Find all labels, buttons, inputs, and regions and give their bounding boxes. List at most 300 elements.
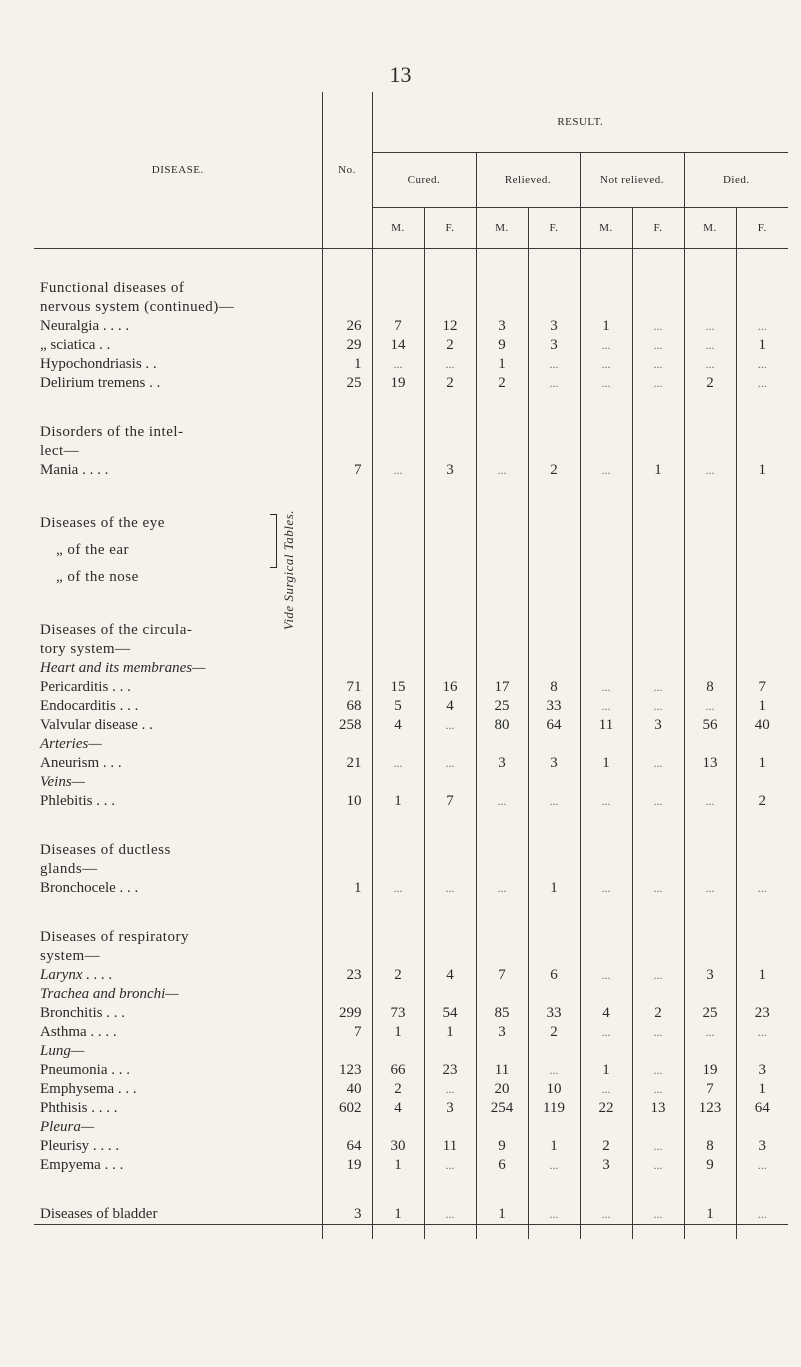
result-cell-nm: 1 <box>580 754 632 773</box>
empty-cell <box>322 928 372 947</box>
result-cell-cf: 4 <box>424 966 476 985</box>
result-cell-rm: 3 <box>476 317 528 336</box>
empty-cell <box>476 860 528 879</box>
result-cell-nf: ... <box>632 1080 684 1099</box>
empty-cell <box>736 279 788 298</box>
disease-name: Valvular disease . . <box>40 717 153 733</box>
result-cell-nf: ... <box>632 754 684 773</box>
case-count: 7 <box>322 1023 372 1042</box>
empty-cell <box>736 393 788 423</box>
empty-cell <box>736 564 788 591</box>
empty-cell <box>372 537 424 564</box>
result-cell-rf: 33 <box>528 1004 580 1023</box>
result-cell-cm: 5 <box>372 697 424 716</box>
result-cell-nf: ... <box>632 1061 684 1080</box>
result-cell-cf: ... <box>424 879 476 898</box>
empty-cell <box>580 423 632 442</box>
table-row <box>34 1205 788 1225</box>
empty-cell <box>424 393 476 423</box>
result-cell-df: 3 <box>736 1137 788 1156</box>
empty-cell <box>322 640 372 659</box>
empty-cell <box>424 947 476 966</box>
section-heading <box>34 928 788 947</box>
empty-cell <box>424 735 476 754</box>
result-cell-cf: 1 <box>424 1023 476 1042</box>
empty-cell <box>322 298 372 317</box>
result-cell-rf: 2 <box>528 461 580 480</box>
result-cell-df: ... <box>736 1205 788 1225</box>
empty-cell <box>580 564 632 591</box>
result-cell-rf: 6 <box>528 966 580 985</box>
result-cell-dm: ... <box>684 879 736 898</box>
result-cell-nf: ... <box>632 1023 684 1042</box>
result-cell-rf: 2 <box>528 1023 580 1042</box>
result-cell-df: 2 <box>736 792 788 811</box>
result-cell-cm: 73 <box>372 1004 424 1023</box>
empty-cell <box>684 564 736 591</box>
empty-cell <box>632 659 684 678</box>
empty-cell <box>528 298 580 317</box>
case-count: 29 <box>322 336 372 355</box>
empty-cell <box>580 510 632 537</box>
empty-cell <box>322 659 372 678</box>
empty-cell <box>632 621 684 640</box>
empty-cell <box>580 985 632 1004</box>
section-heading-label: system— <box>40 948 101 964</box>
header-m: M. <box>580 208 632 249</box>
spacer-row <box>34 480 788 510</box>
result-cell-df: ... <box>736 355 788 374</box>
result-cell-dm: 2 <box>684 374 736 393</box>
empty-cell <box>424 841 476 860</box>
disease-name: Endocarditis . . . <box>40 698 139 714</box>
empty-cell <box>632 947 684 966</box>
result-cell-cm: 19 <box>372 374 424 393</box>
empty-cell <box>372 928 424 947</box>
section-heading-label: Diseases of respiratory <box>40 929 189 945</box>
case-count: 23 <box>322 966 372 985</box>
case-count: 19 <box>322 1156 372 1175</box>
result-cell-cm: ... <box>372 461 424 480</box>
empty-cell <box>684 621 736 640</box>
table-row <box>34 355 788 374</box>
result-cell-df: 1 <box>736 697 788 716</box>
result-cell-cf: 16 <box>424 678 476 697</box>
empty-cell <box>34 1225 322 1240</box>
empty-cell <box>372 510 424 537</box>
empty-cell <box>528 537 580 564</box>
table-row <box>34 336 788 355</box>
result-cell-dm: 25 <box>684 1004 736 1023</box>
empty-cell <box>528 1118 580 1137</box>
empty-cell <box>372 621 424 640</box>
section-heading-label: lect— <box>40 443 80 459</box>
empty-cell <box>476 1225 528 1240</box>
empty-cell <box>476 298 528 317</box>
empty-cell <box>528 659 580 678</box>
empty-cell <box>476 621 528 640</box>
empty-cell <box>528 423 580 442</box>
subsection-heading-label: Lung— <box>40 1043 85 1059</box>
subsection-heading <box>34 1118 788 1137</box>
empty-cell <box>322 841 372 860</box>
empty-cell <box>476 564 528 591</box>
result-cell-nm: 4 <box>580 1004 632 1023</box>
result-cell-cm: 2 <box>372 966 424 985</box>
empty-cell <box>528 510 580 537</box>
result-cell-rm: 1 <box>476 1205 528 1225</box>
empty-cell <box>424 564 476 591</box>
result-cell-dm: ... <box>684 1023 736 1042</box>
empty-cell <box>632 537 684 564</box>
empty-cell <box>322 442 372 461</box>
disease-name: Emphysema . . . <box>40 1081 137 1097</box>
empty-cell <box>528 811 580 841</box>
empty-cell <box>424 298 476 317</box>
empty-cell <box>476 985 528 1004</box>
empty-cell <box>424 659 476 678</box>
result-cell-cm: 1 <box>372 1023 424 1042</box>
empty-cell <box>476 279 528 298</box>
empty-cell <box>528 249 580 280</box>
empty-cell <box>632 564 684 591</box>
table-row <box>34 966 788 985</box>
empty-cell <box>632 811 684 841</box>
result-cell-cm: 1 <box>372 1205 424 1225</box>
result-cell-rm: 17 <box>476 678 528 697</box>
empty-cell <box>528 898 580 928</box>
empty-cell <box>528 928 580 947</box>
result-cell-rf: ... <box>528 1156 580 1175</box>
empty-cell <box>424 1225 476 1240</box>
empty-cell <box>684 510 736 537</box>
empty-cell <box>424 442 476 461</box>
empty-cell <box>424 1118 476 1137</box>
empty-cell <box>34 811 322 841</box>
empty-cell <box>476 1042 528 1061</box>
result-cell-cm: 15 <box>372 678 424 697</box>
section-heading <box>34 947 788 966</box>
empty-cell <box>632 591 684 621</box>
case-count: 299 <box>322 1004 372 1023</box>
empty-cell <box>322 1118 372 1137</box>
case-count: 21 <box>322 754 372 773</box>
empty-cell <box>528 564 580 591</box>
case-count: 123 <box>322 1061 372 1080</box>
empty-cell <box>632 735 684 754</box>
result-cell-nf: 1 <box>632 461 684 480</box>
empty-cell <box>424 928 476 947</box>
subsection-heading-label: Veins— <box>40 774 85 790</box>
empty-cell <box>684 773 736 792</box>
result-cell-cm: 14 <box>372 336 424 355</box>
table-row <box>34 1099 788 1118</box>
empty-cell <box>476 928 528 947</box>
table-row <box>34 754 788 773</box>
empty-cell <box>580 640 632 659</box>
empty-cell <box>684 640 736 659</box>
result-cell-cf: 2 <box>424 374 476 393</box>
result-cell-nm: ... <box>580 697 632 716</box>
result-cell-nf: ... <box>632 1156 684 1175</box>
result-cell-rm: 3 <box>476 1023 528 1042</box>
table-row <box>34 1080 788 1099</box>
table-row <box>34 317 788 336</box>
result-cell-nm: 3 <box>580 1156 632 1175</box>
empty-cell <box>684 1175 736 1205</box>
empty-cell <box>580 659 632 678</box>
empty-cell <box>476 591 528 621</box>
result-cell-rf: ... <box>528 355 580 374</box>
table-row <box>34 716 788 735</box>
empty-cell <box>528 1042 580 1061</box>
subsection-heading-label: Pleura— <box>40 1119 95 1135</box>
empty-cell <box>476 640 528 659</box>
result-cell-cm: ... <box>372 754 424 773</box>
table-row <box>34 697 788 716</box>
result-cell-df: ... <box>736 374 788 393</box>
case-count: 602 <box>322 1099 372 1118</box>
empty-cell <box>372 393 424 423</box>
result-cell-nf: 13 <box>632 1099 684 1118</box>
empty-cell <box>424 860 476 879</box>
empty-cell <box>736 298 788 317</box>
empty-cell <box>736 841 788 860</box>
result-cell-df: 1 <box>736 754 788 773</box>
empty-cell <box>372 811 424 841</box>
result-cell-cf: ... <box>424 754 476 773</box>
empty-cell <box>684 298 736 317</box>
empty-cell <box>322 480 372 510</box>
empty-cell <box>684 898 736 928</box>
spacer-row <box>34 1225 788 1240</box>
section-heading <box>34 442 788 461</box>
empty-cell <box>580 947 632 966</box>
empty-cell <box>632 510 684 537</box>
empty-cell <box>322 1042 372 1061</box>
result-cell-nf: ... <box>632 879 684 898</box>
result-cell-cf: 7 <box>424 792 476 811</box>
result-cell-dm: 13 <box>684 754 736 773</box>
case-count: 3 <box>322 1205 372 1225</box>
result-cell-nm: ... <box>580 461 632 480</box>
empty-cell <box>736 1042 788 1061</box>
table-row <box>34 1137 788 1156</box>
empty-cell <box>736 735 788 754</box>
result-cell-rm: 9 <box>476 336 528 355</box>
empty-cell <box>372 480 424 510</box>
empty-cell <box>476 947 528 966</box>
result-cell-nm: ... <box>580 374 632 393</box>
empty-cell <box>736 773 788 792</box>
result-cell-cf: 4 <box>424 697 476 716</box>
header-m: M. <box>476 208 528 249</box>
section-heading <box>34 423 788 442</box>
result-cell-nm: ... <box>580 792 632 811</box>
section-heading <box>34 640 788 659</box>
spacer-row <box>34 811 788 841</box>
empty-cell <box>476 841 528 860</box>
empty-cell <box>476 537 528 564</box>
result-cell-df: 1 <box>736 336 788 355</box>
result-cell-nf: ... <box>632 1205 684 1225</box>
empty-cell <box>580 898 632 928</box>
result-cell-df: ... <box>736 317 788 336</box>
result-cell-rf: 3 <box>528 336 580 355</box>
empty-cell <box>424 591 476 621</box>
empty-cell <box>476 659 528 678</box>
empty-cell <box>528 860 580 879</box>
empty-cell <box>580 811 632 841</box>
empty-cell <box>322 773 372 792</box>
result-cell-rf: 1 <box>528 879 580 898</box>
vide-note: Vide Surgical Tables. <box>281 510 296 631</box>
result-cell-rf: ... <box>528 1205 580 1225</box>
empty-cell <box>632 1118 684 1137</box>
empty-cell <box>684 985 736 1004</box>
header-m: M. <box>372 208 424 249</box>
empty-cell <box>684 393 736 423</box>
header-died: Died. <box>684 153 788 208</box>
empty-cell <box>580 1175 632 1205</box>
disease-name: Phlebitis . . . <box>40 793 116 809</box>
result-cell-rf: 3 <box>528 317 580 336</box>
result-cell-rf: 3 <box>528 754 580 773</box>
empty-cell <box>372 1042 424 1061</box>
empty-cell <box>424 423 476 442</box>
result-cell-dm: 3 <box>684 966 736 985</box>
case-count: 7 <box>322 461 372 480</box>
empty-cell <box>322 393 372 423</box>
result-cell-df: 23 <box>736 1004 788 1023</box>
result-cell-df: ... <box>736 1023 788 1042</box>
header-f: F. <box>424 208 476 249</box>
result-cell-nf: ... <box>632 336 684 355</box>
empty-cell <box>580 1225 632 1240</box>
empty-cell <box>632 841 684 860</box>
empty-cell <box>372 423 424 442</box>
empty-cell <box>322 279 372 298</box>
disease-name-text: „ of the ear <box>56 542 130 558</box>
result-cell-rf: 33 <box>528 697 580 716</box>
empty-cell <box>476 249 528 280</box>
result-cell-cm: 4 <box>372 716 424 735</box>
result-cell-rm: ... <box>476 879 528 898</box>
empty-cell <box>684 811 736 841</box>
result-cell-cm: 30 <box>372 1137 424 1156</box>
table-row <box>34 1061 788 1080</box>
result-cell-rm: ... <box>476 792 528 811</box>
result-cell-dm: ... <box>684 355 736 374</box>
spacer-row <box>34 898 788 928</box>
result-cell-dm: ... <box>684 697 736 716</box>
empty-cell <box>632 393 684 423</box>
disease-name: Delirium tremens . . <box>40 375 161 391</box>
disease-name: Aneurism . . . <box>40 755 122 771</box>
empty-cell <box>528 773 580 792</box>
header-relieved: Relieved. <box>476 153 580 208</box>
empty-cell <box>684 423 736 442</box>
result-cell-cf: 54 <box>424 1004 476 1023</box>
result-cell-df: 1 <box>736 461 788 480</box>
spacer-row <box>34 1175 788 1205</box>
disease-name: Pneumonia . . . <box>40 1062 130 1078</box>
empty-cell <box>372 1118 424 1137</box>
empty-cell <box>322 860 372 879</box>
empty-cell <box>476 898 528 928</box>
case-count: 71 <box>322 678 372 697</box>
result-cell-dm: ... <box>684 461 736 480</box>
empty-cell <box>372 640 424 659</box>
result-cell-rf: 1 <box>528 1137 580 1156</box>
empty-cell <box>322 898 372 928</box>
empty-cell <box>632 860 684 879</box>
result-cell-nf: ... <box>632 678 684 697</box>
empty-cell <box>476 811 528 841</box>
section-heading-label: Functional diseases of <box>40 280 185 296</box>
section-heading-label: Diseases of the circula- <box>40 622 193 638</box>
result-cell-rm: 254 <box>476 1099 528 1118</box>
table-row <box>34 1004 788 1023</box>
result-cell-nm: ... <box>580 678 632 697</box>
section-heading <box>34 860 788 879</box>
empty-cell <box>372 898 424 928</box>
result-cell-df: ... <box>736 879 788 898</box>
result-cell-cf: ... <box>424 355 476 374</box>
section-heading-label: tory system— <box>40 641 131 657</box>
empty-cell <box>632 279 684 298</box>
empty-cell <box>322 537 372 564</box>
result-cell-cf: 2 <box>424 336 476 355</box>
empty-cell <box>580 480 632 510</box>
empty-cell <box>736 480 788 510</box>
empty-cell <box>322 510 372 537</box>
empty-cell <box>424 811 476 841</box>
empty-cell <box>372 659 424 678</box>
result-cell-nf: 3 <box>632 716 684 735</box>
result-cell-df: 7 <box>736 678 788 697</box>
empty-cell <box>34 1175 322 1205</box>
empty-cell <box>684 841 736 860</box>
empty-cell <box>580 735 632 754</box>
empty-cell <box>528 591 580 621</box>
subsection-heading <box>34 773 788 792</box>
result-cell-rf: 119 <box>528 1099 580 1118</box>
empty-cell <box>528 735 580 754</box>
empty-cell <box>476 773 528 792</box>
subsection-heading-label: Arteries— <box>40 736 102 752</box>
empty-cell <box>528 393 580 423</box>
empty-cell <box>736 249 788 280</box>
table-row <box>34 1023 788 1042</box>
case-count: 68 <box>322 697 372 716</box>
empty-cell <box>632 928 684 947</box>
spacer-row <box>34 393 788 423</box>
empty-cell <box>322 1225 372 1240</box>
empty-cell <box>736 621 788 640</box>
empty-cell <box>580 860 632 879</box>
result-cell-cm: 1 <box>372 1156 424 1175</box>
empty-cell <box>528 841 580 860</box>
empty-cell <box>372 591 424 621</box>
result-cell-cm: 7 <box>372 317 424 336</box>
empty-cell <box>424 1042 476 1061</box>
empty-cell <box>34 480 322 510</box>
subsection-heading-label: Trachea and bronchi— <box>40 986 179 1002</box>
empty-cell <box>736 1175 788 1205</box>
section-heading <box>34 621 788 640</box>
result-cell-df: 1 <box>736 966 788 985</box>
